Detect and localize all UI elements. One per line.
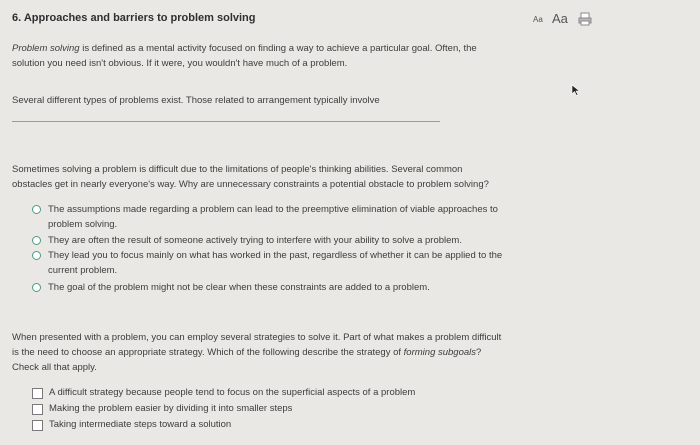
radio-button[interactable]	[32, 205, 41, 214]
intro-paragraph	[12, 41, 582, 71]
option-label: Making the problem easier by dividing it into smaller steps	[49, 403, 293, 414]
checkbox[interactable]	[32, 388, 43, 399]
increase-font-button[interactable]: Aa	[552, 11, 568, 26]
subgoals-question-line2: is the need to choose an appropriate strategy. Which of the following describe the strategy of forming subgoals?	[12, 347, 482, 358]
print-icon[interactable]	[578, 12, 592, 26]
option-label: They lead you to focus mainly on what has worked in the past, regardless of whether it can be applied to the current problem.	[48, 250, 503, 276]
arrangement-answer-dropdown[interactable]	[12, 121, 440, 122]
subgoals-term: forming subgoals	[403, 347, 477, 358]
intro-text-line1: is defined as a mental activity focused on finding a way to achieve a particular goal. Often, the	[79, 43, 477, 54]
subgoals-question-line1: When presented with a problem, you can employ several strategies to solve it. Part of what makes a problem difficult	[12, 332, 502, 343]
question-header	[12, 12, 692, 30]
checkbox[interactable]	[32, 404, 43, 415]
obstacles-question-line2: obstacles get in nearly everyone's way. Why are unnecessary constraints a potential obstacle to problem solving?	[12, 179, 489, 190]
obstacles-question-line1: Sometimes solving a problem is difficult due to the limitations of people's thinking abilities. Several common	[12, 164, 463, 175]
check-all-instruction: Check all that apply.	[12, 362, 97, 373]
checkbox[interactable]	[32, 420, 43, 431]
radio-button[interactable]	[32, 251, 41, 260]
option-label: Taking intermediate steps toward a solution	[49, 419, 232, 430]
option-label: The assumptions made regarding a problem can lead to the preemptive elimination of viable approaches to problem solving.	[48, 204, 498, 230]
option-label: They are often the result of someone actively trying to interfere with your ability to solve a problem.	[48, 235, 462, 246]
option-label: The goal of the problem might not be clear when these constraints are added to a problem.	[48, 282, 430, 293]
intro-text-line2: solution you need isn't obvious. If it were, you wouldn't have much of a problem.	[12, 58, 348, 69]
option-label: A difficult strategy because people tend to focus on the superficial aspects of a problem	[49, 387, 416, 398]
question-title: 6. Approaches and barriers to problem solving	[12, 12, 256, 24]
decrease-font-button[interactable]: Aa	[533, 15, 543, 24]
radio-button[interactable]	[32, 236, 41, 245]
subgoals-question	[12, 330, 582, 375]
obstacles-question	[12, 162, 582, 192]
mouse-cursor-icon	[571, 84, 581, 96]
radio-button[interactable]	[32, 283, 41, 292]
arrangement-prompt: Several different types of problems exist. Those related to arrangement typically involve	[12, 95, 380, 106]
intro-term: Problem solving	[12, 43, 80, 54]
